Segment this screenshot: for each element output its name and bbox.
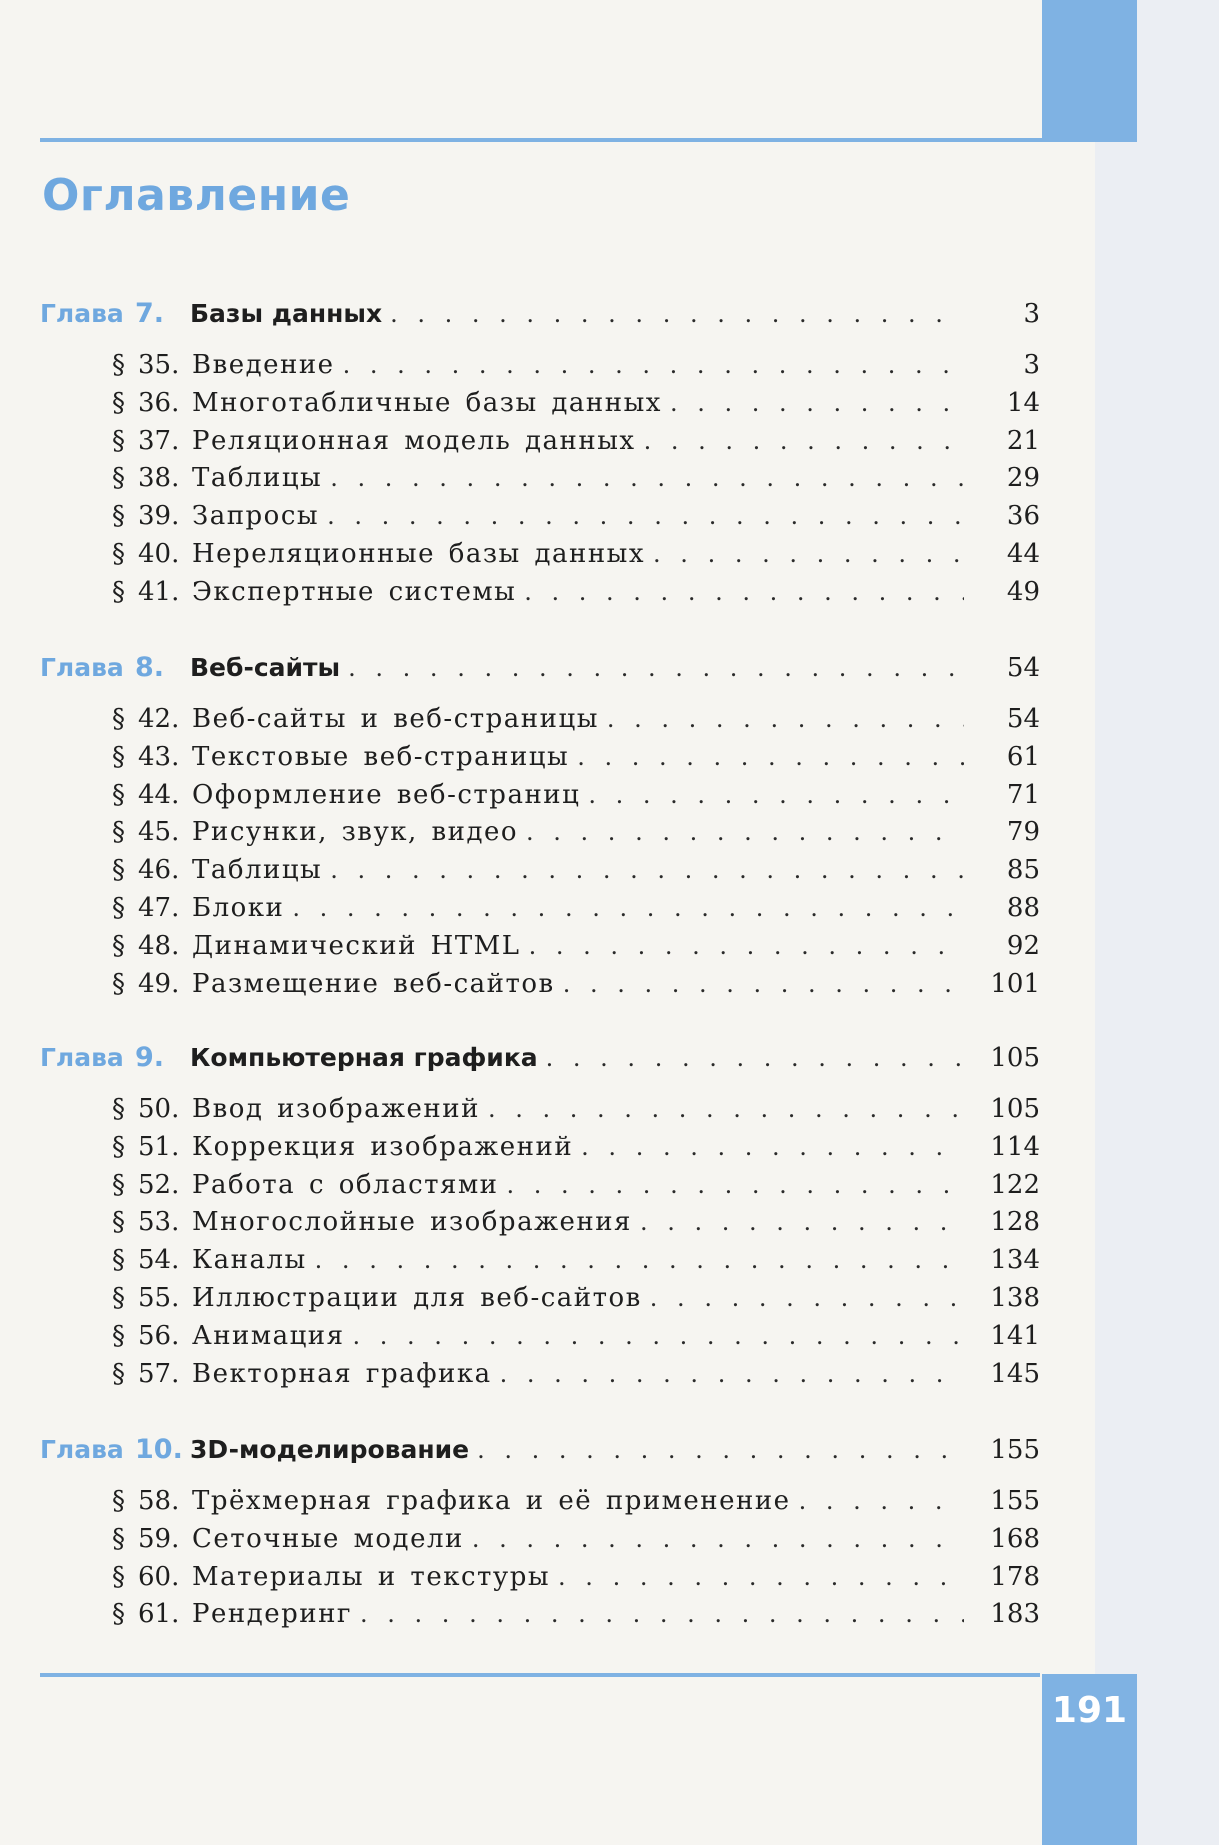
dot-leader [640, 1208, 964, 1236]
dot-leader [577, 743, 964, 771]
section-sign: § [112, 1524, 125, 1554]
section-sign: § [112, 1486, 125, 1516]
section-number: 36. [138, 388, 180, 418]
toc-section-row[interactable] [40, 817, 1040, 855]
section-number: 52. [138, 1170, 180, 1200]
section-page-number: 141 [990, 1321, 1040, 1351]
section-title: Размещение веб-сайтов [192, 969, 555, 999]
section-number: 38. [138, 463, 180, 493]
toc-section-row[interactable] [40, 1359, 1040, 1397]
section-page-number: 134 [990, 1245, 1040, 1275]
chapter-number: 10. [135, 1434, 183, 1465]
toc-section-row[interactable] [40, 501, 1040, 539]
dot-leader [330, 856, 964, 884]
section-number: 43. [138, 742, 180, 772]
toc-section-row[interactable] [40, 1562, 1040, 1600]
toc-section-row[interactable] [40, 704, 1040, 742]
dot-leader [644, 427, 964, 455]
section-title: Введение [192, 350, 335, 380]
section-page-number: 155 [990, 1486, 1040, 1516]
toc-section-row[interactable] [40, 855, 1040, 893]
section-number: 58. [138, 1486, 180, 1516]
chapter-number: 9. [135, 1042, 165, 1073]
section-title: Сеточные модели [192, 1524, 464, 1554]
section-sign: § [112, 426, 125, 456]
chapter-title: Компьютерная графика [190, 1043, 538, 1072]
dot-leader [653, 540, 964, 568]
section-number: 37. [138, 426, 180, 456]
section-sign: § [112, 704, 125, 734]
section-sign: § [112, 1321, 125, 1351]
dot-leader [524, 578, 964, 606]
section-number: 48. [138, 931, 180, 961]
section-page-number: 29 [1006, 463, 1040, 493]
section-page-number: 71 [1006, 780, 1040, 810]
toc-section-row[interactable] [40, 1132, 1040, 1170]
section-sign: § [112, 855, 125, 885]
toc-section-row[interactable] [40, 350, 1040, 388]
chapter-page-number: 54 [1006, 653, 1040, 683]
section-page-number: 114 [990, 1132, 1040, 1162]
section-title: Рисунки, звук, видео [192, 817, 519, 847]
toc-section-row[interactable] [40, 969, 1040, 1007]
chapter-word: Глава [40, 1043, 124, 1072]
section-page-number: 145 [990, 1359, 1040, 1389]
section-page-number: 49 [1006, 577, 1040, 607]
page-title: Оглавление [42, 170, 351, 221]
page-number: 191 [1051, 1690, 1128, 1731]
section-title: Коррекция изображений [192, 1132, 574, 1162]
dot-leader [558, 1563, 964, 1591]
section-number: 55. [138, 1283, 180, 1313]
dot-leader [650, 1284, 964, 1312]
dot-leader [563, 970, 964, 998]
section-page-number: 21 [1006, 426, 1040, 456]
section-title: Нереляционные базы данных [192, 539, 646, 569]
section-number: 51. [138, 1132, 180, 1162]
section-page-number: 54 [1006, 704, 1040, 734]
chapter-title: Базы данных [190, 299, 383, 328]
toc-section-row[interactable] [40, 1170, 1040, 1208]
section-sign: § [112, 742, 125, 772]
section-title: Текстовые веб-страницы [192, 742, 570, 772]
section-title: Рендеринг [192, 1599, 353, 1629]
toc-section-row[interactable] [40, 1283, 1040, 1321]
toc-chapter-row[interactable] [40, 1434, 1040, 1476]
section-number: 50. [138, 1094, 180, 1124]
section-sign: § [112, 931, 125, 961]
section-number: 60. [138, 1562, 180, 1592]
dot-leader [343, 351, 964, 379]
section-title: Реляционная модель данных [192, 426, 636, 456]
section-sign: § [112, 463, 125, 493]
toc-section-row[interactable] [40, 539, 1040, 577]
section-title: Материалы и текстуры [192, 1562, 551, 1592]
section-title: Динамический HTML [192, 931, 521, 961]
section-sign: § [112, 893, 125, 923]
section-sign: § [112, 388, 125, 418]
toc-section-row[interactable] [40, 577, 1040, 615]
section-number: 40. [138, 539, 180, 569]
section-page-number: 101 [990, 969, 1040, 999]
section-sign: § [112, 1245, 125, 1275]
chapter-title: 3D-моделирование [190, 1435, 470, 1464]
section-page-number: 85 [1006, 855, 1040, 885]
section-page-number: 61 [1006, 742, 1040, 772]
chapter-word: Глава [40, 653, 124, 682]
section-page-number: 178 [990, 1562, 1040, 1592]
dot-leader [670, 389, 964, 417]
section-sign: § [112, 969, 125, 999]
section-title: Многослойные изображения [192, 1207, 632, 1237]
top-accent-band [1042, 0, 1137, 140]
section-page-number: 138 [990, 1283, 1040, 1313]
toc-section-row[interactable] [40, 1486, 1040, 1524]
section-number: 47. [138, 893, 180, 923]
dot-leader [472, 1525, 964, 1553]
dot-leader [488, 1095, 964, 1123]
chapter-page-number: 105 [990, 1043, 1040, 1073]
dot-leader [529, 932, 964, 960]
section-title: Работа с областями [192, 1170, 499, 1200]
section-sign: § [112, 1599, 125, 1629]
toc-section-row[interactable] [40, 1245, 1040, 1283]
section-page-number: 14 [1006, 388, 1040, 418]
dot-leader [500, 1360, 964, 1388]
chapter-title: Веб-сайты [190, 653, 341, 682]
section-page-number: 36 [1006, 501, 1040, 531]
toc-section-row[interactable] [40, 780, 1040, 818]
section-sign: § [112, 1207, 125, 1237]
dot-leader [327, 502, 964, 530]
dot-leader [507, 1171, 964, 1199]
section-number: 56. [138, 1321, 180, 1351]
section-page-number: 128 [990, 1207, 1040, 1237]
dot-leader [526, 818, 964, 846]
chapter-page-number: 3 [1023, 299, 1040, 329]
section-number: 61. [138, 1599, 180, 1629]
section-sign: § [112, 577, 125, 607]
section-title: Оформление веб-страниц [192, 780, 581, 810]
dot-leader [360, 1600, 964, 1628]
page-edge-strip [1095, 0, 1219, 1845]
section-number: 46. [138, 855, 180, 885]
dot-leader [292, 894, 964, 922]
section-page-number: 88 [1006, 893, 1040, 923]
section-title: Многотабличные базы данных [192, 388, 662, 418]
section-title: Анимация [192, 1321, 345, 1351]
section-page-number: 92 [1006, 931, 1040, 961]
section-page-number: 79 [1006, 817, 1040, 847]
section-sign: § [112, 817, 125, 847]
dot-leader [353, 1322, 964, 1350]
toc-section-row[interactable] [40, 742, 1040, 780]
toc-section-row[interactable] [40, 1321, 1040, 1359]
section-number: 42. [138, 704, 180, 734]
toc-chapter-row[interactable] [40, 298, 1040, 340]
chapter-number: 8. [135, 652, 165, 683]
section-number: 35. [138, 350, 180, 380]
section-sign: § [112, 1283, 125, 1313]
section-title: Таблицы [192, 855, 323, 885]
section-number: 39. [138, 501, 180, 531]
section-number: 49. [138, 969, 180, 999]
section-title: Запросы [192, 501, 320, 531]
dot-leader [799, 1487, 964, 1515]
header-rule [40, 138, 1137, 142]
section-sign: § [112, 1094, 125, 1124]
toc-section-row[interactable] [40, 1599, 1040, 1637]
section-sign: § [112, 1132, 125, 1162]
section-sign: § [112, 780, 125, 810]
dot-leader [581, 1133, 964, 1161]
section-title: Ввод изображений [192, 1094, 480, 1124]
section-sign: § [112, 350, 125, 380]
section-title: Векторная графика [192, 1359, 492, 1389]
dot-leader [588, 781, 964, 809]
section-sign: § [112, 1562, 125, 1592]
chapter-word: Глава [40, 299, 124, 328]
section-page-number: 183 [990, 1599, 1040, 1629]
toc-section-row[interactable] [40, 426, 1040, 464]
section-title: Экспертные системы [192, 577, 517, 607]
toc-section-row[interactable] [40, 463, 1040, 501]
section-page-number: 168 [990, 1524, 1040, 1554]
section-sign: § [112, 539, 125, 569]
section-title: Веб-сайты и веб-страницы [192, 704, 599, 734]
dot-leader [607, 705, 964, 733]
section-page-number: 105 [990, 1094, 1040, 1124]
section-number: 41. [138, 577, 180, 607]
section-number: 54. [138, 1245, 180, 1275]
toc-section-row[interactable] [40, 893, 1040, 931]
dot-leader [477, 1436, 964, 1464]
toc-chapter-row[interactable] [40, 1042, 1040, 1084]
section-sign: § [112, 501, 125, 531]
section-number: 57. [138, 1359, 180, 1389]
chapter-word: Глава [40, 1435, 124, 1464]
footer-rule [40, 1673, 1040, 1677]
section-page-number: 44 [1006, 539, 1040, 569]
section-title: Таблицы [192, 463, 323, 493]
toc-section-row[interactable] [40, 388, 1040, 426]
section-page-number: 122 [990, 1170, 1040, 1200]
section-sign: § [112, 1359, 125, 1389]
toc-section-row[interactable] [40, 1207, 1040, 1245]
dot-leader [330, 464, 964, 492]
section-title: Иллюстрации для веб-сайтов [192, 1283, 642, 1313]
section-sign: § [112, 1170, 125, 1200]
chapter-number: 7. [135, 298, 165, 329]
section-number: 59. [138, 1524, 180, 1554]
dot-leader [348, 654, 964, 682]
section-number: 45. [138, 817, 180, 847]
toc-chapter-row[interactable] [40, 652, 1040, 694]
section-title: Трёхмерная графика и её применение [192, 1486, 791, 1516]
chapter-page-number: 155 [990, 1435, 1040, 1465]
toc-section-row[interactable] [40, 1094, 1040, 1132]
section-title: Каналы [192, 1245, 307, 1275]
dot-leader [546, 1044, 964, 1072]
section-page-number: 3 [1023, 350, 1040, 380]
toc-section-row[interactable] [40, 931, 1040, 969]
section-number: 44. [138, 780, 180, 810]
section-number: 53. [138, 1207, 180, 1237]
toc-section-row[interactable] [40, 1524, 1040, 1562]
dot-leader [315, 1246, 964, 1274]
section-title: Блоки [192, 893, 285, 923]
dot-leader [390, 300, 964, 328]
